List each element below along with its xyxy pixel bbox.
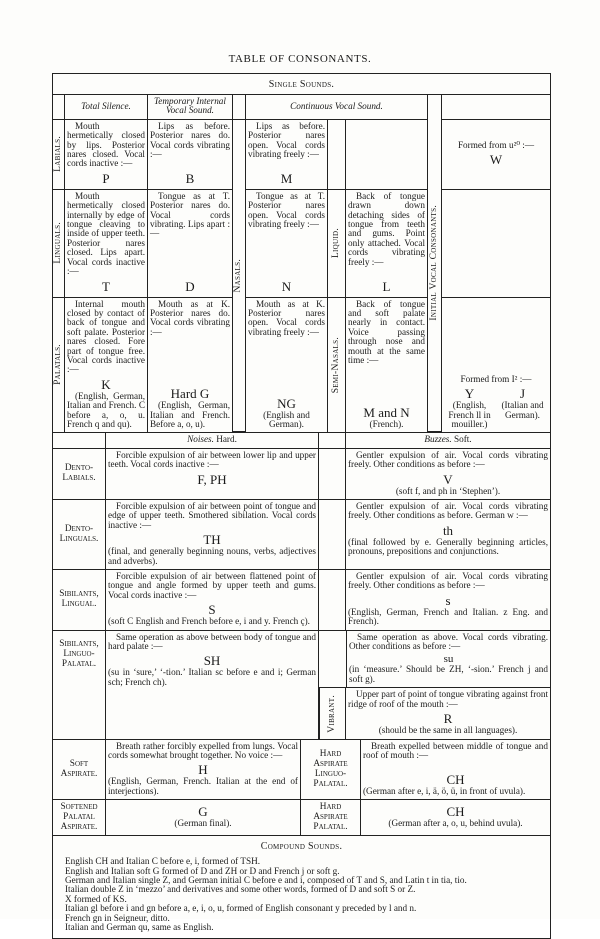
note: (final followed by e. Generally beginning articles, pronouns, prepositions and conjunctions. xyxy=(348,536,548,557)
desc: Lips as before. Posterior nares open. Vocal cords vibrating freely :— xyxy=(248,120,325,160)
page-title: TABLE OF CONSONANTS. xyxy=(228,53,372,65)
desc: Internal mouth closed by contact of back of tongue and soft palate. Posterior nares closed. Fore part of tongue free. Vocal cords inactive :— xyxy=(67,298,145,375)
cell-b xyxy=(148,120,233,190)
letter: V xyxy=(443,471,453,487)
label-hard-aspirate-linguo-palatal: Hard Aspirate Linguo-Palatal. xyxy=(301,740,361,801)
cell-g-final xyxy=(106,800,301,835)
label-palatals-cell xyxy=(53,298,65,433)
note: (English, German, Italian and French. Before a, o, u). xyxy=(150,400,230,429)
cell-ch-front xyxy=(361,740,550,801)
desc: Gentler expulsion of air. Vocal cords vibrating freely. Other conditions as before. German w :— xyxy=(348,501,548,521)
cell-su xyxy=(346,631,550,689)
compound-sound-line: French gn in Seigneur, ditto. xyxy=(65,912,170,923)
header-noises xyxy=(106,433,319,448)
cell-y-j xyxy=(442,298,550,433)
label-soft-aspirate: Soft Aspirate. xyxy=(53,740,106,801)
desc: Back of tongue drawn down detaching sides of tongue from teeth and gums. Point only attached. Vocal cords vibrating freely :— xyxy=(348,190,425,267)
desc: Same operation as above between body of tongue and hard palate :— xyxy=(108,631,316,652)
desc: Breath expelled between middle of tongue and roof of mouth :— xyxy=(363,740,548,760)
hard-label: Hard. xyxy=(216,434,237,445)
letter: Hard G xyxy=(170,386,210,402)
label-dento-linguals: Dento-Linguals. xyxy=(53,500,106,570)
cell-h xyxy=(106,740,301,801)
blank-cell xyxy=(319,631,346,689)
cell-k xyxy=(65,298,148,433)
cell-l xyxy=(346,190,428,298)
note: (su in ‘sure,’ ‘-tion.’ Italian sc before e and i; German sch; French ch). xyxy=(108,667,316,687)
letter: P xyxy=(102,170,110,186)
compound-sound-line: English CH and Italian C before e, i, formed of TSH. xyxy=(65,856,261,867)
letter: SH xyxy=(203,653,221,669)
blank-cell xyxy=(53,95,65,120)
note: (in ‘measure.’ Should be ZH, ‘-sion.’ French j and soft g). xyxy=(349,664,548,684)
blank-cell xyxy=(319,433,346,448)
desc: Forcible expulsion of air between lower lip and upper teeth. Vocal cords inactive :— xyxy=(108,449,316,470)
desc: Mouth hermetically closed internally by edge of tongue cleaving to inside of upper teeth. Posterior nares closed. Lips apart. Vocal cords inactive :— xyxy=(67,190,145,277)
cell-ch-back xyxy=(361,800,550,835)
letter: S xyxy=(208,602,216,618)
letter: H xyxy=(198,762,208,778)
letter: M and N xyxy=(363,404,410,420)
desc: Lips as before. Posterior nares do. Vocal cords vibrating :— xyxy=(150,120,230,160)
desc: Forcible expulsion of air between flattened point of tongue and angle formed by upper teeth and gums. Vocal cords inactive :— xyxy=(108,571,316,600)
label-vibrant: Vibrant. xyxy=(326,694,337,733)
letter: CH xyxy=(446,771,465,787)
cell-m-and-n xyxy=(346,298,428,433)
label-initial-vocal-consonants-cell xyxy=(428,95,442,432)
desc: Gentler expulsion of air. Vocal cords vibrating freely. Other conditions as before :— xyxy=(348,571,548,591)
desc: Back of tongue and soft palate nearly in contact. Voice passing through nose and mouth at the same time :— xyxy=(348,298,425,365)
letter: CH xyxy=(446,804,465,820)
header-buzzes xyxy=(346,433,550,448)
cell-hard-g xyxy=(148,298,233,433)
letter: G xyxy=(198,804,208,820)
label-linguals-cell xyxy=(53,190,65,298)
note: (German after a, o, u, behind uvula). xyxy=(388,818,523,829)
desc: Upper part of point of tongue vibrating against front ridge of roof of the mouth :— xyxy=(348,689,548,709)
aspirates-table xyxy=(53,740,550,837)
cell-th-soft xyxy=(346,500,550,570)
blank-cell xyxy=(442,95,550,120)
letter: W xyxy=(489,152,503,168)
desc: Formed from u²⁰ :— xyxy=(457,139,535,150)
letter: K xyxy=(101,376,111,392)
label-softened-palatal-aspirate: Softened Palatal Aspirate. xyxy=(53,800,106,835)
compound-sound-line: Italian gl before i and gn before a, e, i, o, u, formed of English consonant y preceded by l and n. xyxy=(65,903,417,914)
single-sounds-table xyxy=(53,95,550,433)
desc: Gentler expulsion of air. Vocal cords vibrating freely. Other conditions as before :— xyxy=(348,449,548,470)
y-j-pair xyxy=(444,384,548,429)
label-hard-aspirate-palatal: Hard Aspirate Palatal. xyxy=(301,800,361,835)
letter: th xyxy=(442,522,454,538)
compound-sound-line: German and Italian single Z, and German initial C before e and i, composed of T and S, and Latin t in tia, tio. xyxy=(65,874,467,885)
note: (English, French ll in mouiller.) xyxy=(448,400,491,429)
label-semi-nasals-cell xyxy=(328,298,346,433)
blank-cell xyxy=(53,433,106,448)
note: (French). xyxy=(369,418,404,429)
blank-cell xyxy=(319,570,346,631)
note: (English, German, Italian and French. C before a, o, u. French q and qu). xyxy=(67,390,145,429)
blank-cell xyxy=(442,190,550,298)
label-vibrant-cell xyxy=(319,688,346,738)
label-labials-cell xyxy=(53,120,65,190)
desc: Mouth as at K. Posterior nares open. Vocal cords vibrating freely :— xyxy=(248,298,325,337)
cell-sh xyxy=(106,631,319,739)
table-frame xyxy=(52,73,551,939)
cell-j xyxy=(497,384,548,429)
letter: B xyxy=(185,170,195,186)
letter: Y xyxy=(464,386,475,402)
cell-ng xyxy=(246,298,328,433)
buzzes-label: Buzzes. xyxy=(424,434,452,445)
label-initial-vocal-consonants: Initial Vocal Consonants. xyxy=(428,205,439,321)
noises-label: Noises. xyxy=(187,434,214,445)
letter: J xyxy=(519,386,526,402)
cell-th-hard xyxy=(106,500,319,570)
desc: Tongue as at T. Posterior nares open. Vocal cords vibrating freely :— xyxy=(248,190,325,230)
cell-d xyxy=(148,190,233,298)
desc: Breath rather forcibly expelled from lungs. Vocal cords somewhat brought together. No voice :— xyxy=(108,740,298,760)
note: (German after e, i, ä, ö, ü, in front of uvula). xyxy=(363,785,526,796)
label-sibilants-linguo-palatal: Sibilants, Linguo-Palatal. xyxy=(53,631,106,739)
cell-t xyxy=(65,190,148,298)
compound-sounds-heading: Compound Sounds. xyxy=(260,841,343,853)
cell-p xyxy=(65,120,148,190)
letter: R xyxy=(443,711,453,727)
desc: Same operation as above. Vocal cords vibrating. Other conditions as before :— xyxy=(349,631,548,652)
label-liquid-cell xyxy=(328,190,346,298)
note: (English, German, French and Italian. z Eng. and French). xyxy=(348,606,548,627)
header-continuous-vocal: Continuous Vocal Sound. xyxy=(246,95,428,120)
cell-n xyxy=(246,190,328,298)
letter: F, PH xyxy=(197,471,227,487)
single-sounds-heading: Single Sounds. xyxy=(53,74,550,95)
letter: D xyxy=(185,278,195,294)
cell-w xyxy=(442,120,550,190)
compound-sound-line: X formed of KS. xyxy=(65,893,127,904)
letter: M xyxy=(280,170,293,186)
letter: T xyxy=(102,278,110,294)
label-nasals-cell xyxy=(233,120,246,433)
note: (final, and generally beginning nouns, verbs, adjectives and adverbs). xyxy=(108,546,316,566)
label-nasals: Nasals. xyxy=(233,258,244,293)
label-dento-labials: Dento-Labials. xyxy=(53,449,106,500)
note: (Italian and German). xyxy=(501,400,544,420)
letter: N xyxy=(281,278,292,294)
compound-sounds-list xyxy=(53,854,550,938)
label-sibilants-lingual: Sibilants, Lingual. xyxy=(53,570,106,631)
desc: Tongue as at T. Posterior nares do. Vocal cords vibrating. Lips apart :— xyxy=(150,190,230,239)
noises-buzzes-table xyxy=(53,433,550,739)
blank-cell xyxy=(319,500,346,570)
cell-f-ph xyxy=(106,449,319,500)
label-liquid: Liquid. xyxy=(330,228,341,259)
desc: Mouth as at K. Posterior nares do. Vocal cords vibrating :— xyxy=(150,298,230,337)
desc: Formed from I² :— xyxy=(460,373,532,384)
note: (should be the same in all languages). xyxy=(378,725,518,736)
cell-s-soft xyxy=(346,570,550,631)
cell-y xyxy=(444,384,495,429)
cell-s-hard xyxy=(106,570,319,631)
letter: TH xyxy=(203,532,221,548)
note: (German final). xyxy=(174,818,232,829)
compound-sound-line: Italian and German qu, same as English. xyxy=(65,921,214,932)
cell-v xyxy=(346,449,550,500)
desc: Mouth hermetically closed by lips. Posterior nares closed. Vocal cords inactive :— xyxy=(67,120,145,169)
note: (soft C English and French before e, i and y. French ç). xyxy=(108,616,310,627)
letter: NG xyxy=(277,395,296,411)
desc: Forcible expulsion of air between point of tongue and edge of upper teeth. Smothered sibilation. Vocal cords inactive :— xyxy=(108,501,316,530)
note: (soft f, and ph in ‘Stephen’). xyxy=(395,485,501,496)
blank-cell xyxy=(328,120,346,190)
blank-cell xyxy=(319,449,346,500)
cell-r xyxy=(346,688,550,738)
compound-sound-line: Italian double Z in ‘mezzo’ and derivatives and some other words, formed of D and soft S or Z. xyxy=(65,884,416,895)
blank-cell xyxy=(346,120,428,190)
letter: su xyxy=(443,653,454,666)
blank-cell xyxy=(233,95,246,120)
soft-label: Soft. xyxy=(453,434,472,445)
cell-m xyxy=(246,120,328,190)
note: (English, German, French. Italian at the end of interjections). xyxy=(108,776,298,796)
label-linguals: Linguals. xyxy=(52,222,63,264)
label-labials: Labials. xyxy=(52,136,63,173)
compound-sound-line: English and Italian soft G formed of D and ZH or D and French j or soft g. xyxy=(65,865,340,876)
label-semi-nasals: Semi-Nasals. xyxy=(330,336,341,394)
header-temporary-vocal: Temporary Internal Vocal Sound. xyxy=(148,95,233,120)
letter: s xyxy=(445,592,451,608)
label-palatals: Palatals. xyxy=(52,344,63,386)
note: (English and German). xyxy=(263,409,310,429)
letter: L xyxy=(382,278,391,294)
header-total-silence: Total Silence. xyxy=(65,95,148,120)
